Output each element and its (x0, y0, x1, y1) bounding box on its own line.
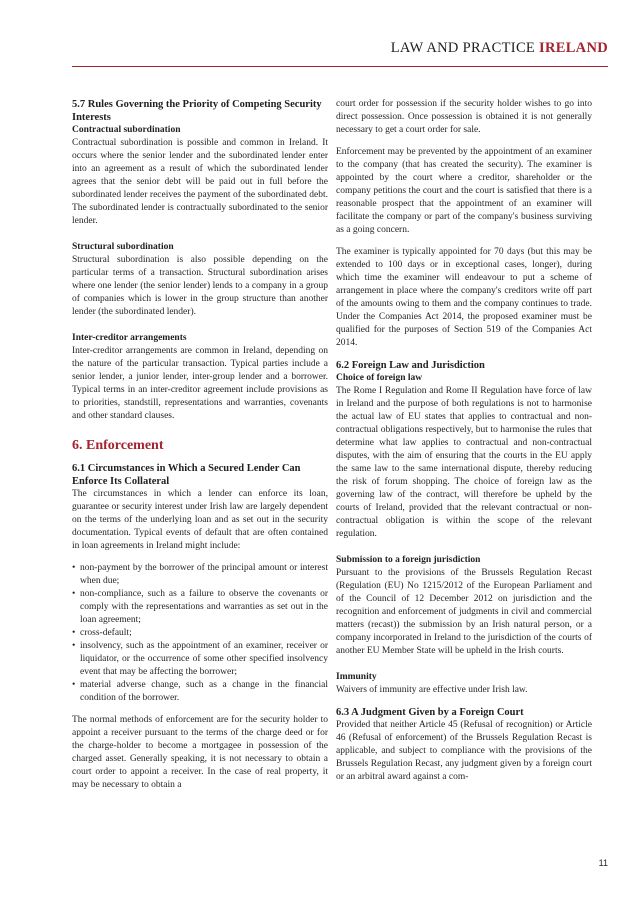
choice-of-law-text: The Rome I Regulation and Rome II Regulation have force of law in Ireland and the purpose of both regulations is not to harmonise the actual law of EU states that applies to contractual and non-contractual obligations respectively, but to harmonise the rules that determine what law applies to contractual and non-contractual disputes, with the aim of ensuring that the courts in the EU apply the same law to the same international dispute, thereby reducing the risk of forum shopping. The choice of foreign law as the governing law of the contract, will therefore be upheld by the courts of Ireland, provided that the relevant contractual or non-contractual obligation is within the scope of the relevant regulation. (336, 386, 592, 539)
enforcement-methods-text: The normal methods of enforcement are for the security holder to appoint a receiver pursuant to the terms of the charge deed or for the charge-holder to become a mortgagee in possession of the charged asset. Generally speaking, it is not necessary to obtain a court order to appoint a receiver. In the case of real property, it may be necessary to obtain a (72, 715, 328, 790)
examiner-text: Enforcement may be prevented by the appointment of an examiner to the company (that has created the security). The examiner is appointed by the court where a creditor, shareholder or the company petitions the court and the court is satisfied that there is a reasonable prospect that the appointment of an examiner will facilitate the company or part of the company's business surviving as a going concern. (336, 147, 592, 235)
list-item: • cross-default; (72, 627, 328, 640)
contractual-subordination-text: Contractual subordination is possible and common in Ireland. It occurs where the senior lender and the subordinated lender enter into an agreement as a result of which the subordinated lender agrees that the senior debt will be paid out in full before the subordinated lender receives the payment of the subordinated debt. The subordinated lender is contractually subordinated to the senior lender. (72, 138, 328, 226)
submission-heading: Submission to a foreign jurisdiction (336, 555, 481, 565)
list-item: • non-compliance, such as a failure to observe the covenants or comply with the representations and warranties as set out in the loan agreement; (72, 588, 328, 627)
section-6-2-title: 6.2 Foreign Law and Jurisdiction (336, 360, 485, 371)
enforcement-heading: 6. Enforcement (72, 438, 164, 453)
continued-text: court order for possession if the security holder wishes to go into direct possession. Once possession is obtained it is not generally necessary to get a court order for sale. (336, 99, 592, 135)
intercreditor-text: Inter-creditor arrangements are common in Ireland, depending on the nature of the particular transaction. Typical parties include a senior lender, a junior lender, inter-group lender and a borrower. Typical terms in an inter-creditor agreement include provisions as to priorities, standstill, representations and warranties, covenants and other standard clauses. (72, 346, 328, 421)
page-number: 11 (598, 858, 608, 868)
events-of-default-list (72, 562, 328, 705)
header-rule (72, 66, 608, 67)
header-country: IRELAND (539, 40, 608, 56)
list-item: • material adverse change, such as a change in the financial condition of the borrower. (72, 679, 328, 705)
choice-of-law-heading: Choice of foreign law (336, 373, 423, 383)
contractual-subordination-heading: Contractual subordination (72, 125, 181, 135)
intercreditor-heading: Inter-creditor arrangements (72, 333, 187, 343)
immunity-heading: Immunity (336, 672, 377, 682)
section-5-7-title: 5.7 Rules Governing the Priority of Competing Security Interests (72, 99, 322, 123)
section-6-1-text: The circumstances in which a lender can enforce its loan, guarantee or security interest under Irish law are largely dependent on the terms of the underlying loan and as set out in the security documentation. Typical events of default that are often contained in loan agreements in Ireland might include: (72, 489, 328, 551)
running-header (391, 40, 608, 57)
section-6-1-title: 6.1 Circumstances in Which a Secured Lender Can Enforce Its Collateral (72, 463, 301, 487)
list-item: • non-payment by the borrower of the principal amount or interest when due; (72, 562, 328, 588)
submission-text: Pursuant to the provisions of the Brussels Regulation Recast (Regulation (EU) No 1215/2012 of the European Parliament and of the Council of 12 December 2012 on jurisdiction and the recognition and enforcement of judgments in civil and commercial matters (recast)) the submission by an Irish natural person, or a company incorporated in Ireland to the jurisdiction of the courts of another EU Member State will be upheld in the Irish courts. (336, 568, 592, 656)
immunity-text: Waivers of immunity are effective under Irish law. (336, 685, 528, 695)
header-title: LAW AND PRACTICE (390, 40, 536, 56)
right-column (336, 98, 592, 793)
examiner-period-text: The examiner is typically appointed for 70 days (but this may be extended to 100 days or in exceptional cases, longer), during which time the examiner will endeavour to put a scheme of arrangement in place where the company's creditors write off part of the amounts owing to them and the company continues to trade. Under the Companies Act 2014, the proposed examiner must be qualified for the purposes of Section 519 of the Companies Act 2014. (336, 247, 592, 348)
section-6-3-text: Provided that neither Article 45 (Refusal of recognition) or Article 46 (Refusal of enforcement) of the Brussels Regulation Recast is applicable, and subject to compliance with the provisions of the Brussels Regulation Recast, any judgment given by a foreign court or an arbitral award against a com- (336, 720, 592, 782)
structural-subordination-heading: Structural subordination (72, 242, 174, 252)
section-6-3-title: 6.3 A Judgment Given by a Foreign Court (336, 707, 524, 718)
list-item: • insolvency, such as the appointment of an examiner, receiver or liquidator, or the occurrence of some other specified insolvency event that may be affecting the borrower; (72, 640, 328, 679)
left-column (72, 98, 328, 801)
structural-subordination-text: Structural subordination is also possible depending on the particular terms of a transaction. Structural subordination arises where one lender (the senior lender) lends to a company in a group of companies which is lower in the group structure than another lender (the subordinated lender). (72, 255, 328, 317)
